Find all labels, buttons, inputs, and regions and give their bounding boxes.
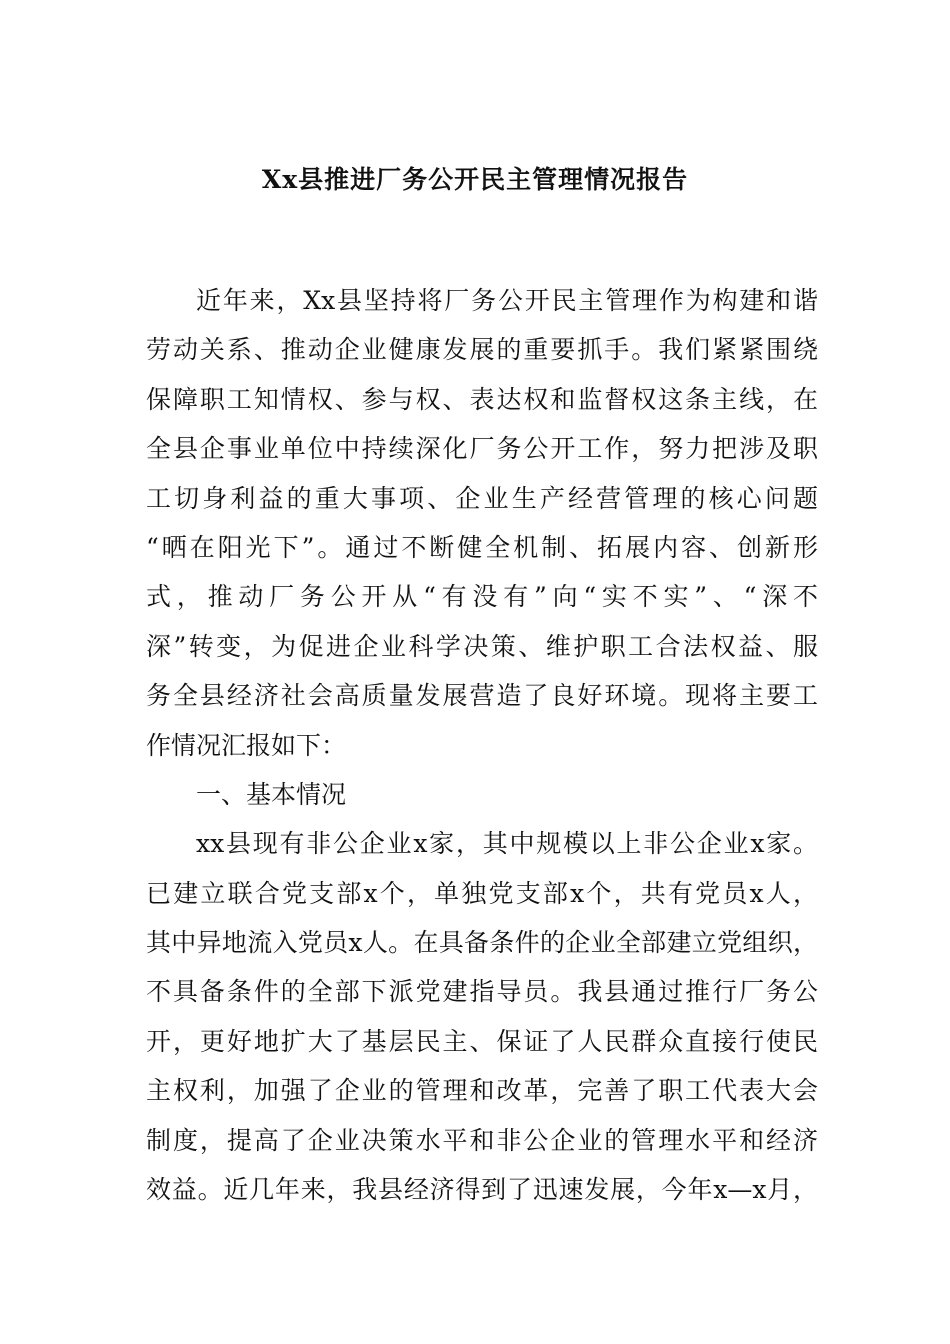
paragraph-line: 已建立联合党支部x个，单独党支部x个，共有党员x人， <box>146 878 818 908</box>
paragraph-line: 制度，提高了企业决策水平和非公企业的管理水平和经济 <box>146 1125 818 1155</box>
section-heading: 一、基本情况 <box>196 779 347 809</box>
paragraph-line: 开，更好地扩大了基层民主、保证了人民群众直接行使民 <box>146 1026 818 1056</box>
paragraph-line: 保障职工知情权、参与权、表达权和监督权这条主线，在 <box>146 384 818 414</box>
paragraph-line: 作情况汇报如下： <box>146 730 347 760</box>
paragraph-line: 劳动关系、推动企业健康发展的重要抓手。我们紧紧围绕 <box>146 335 818 365</box>
paragraph-line: 不具备条件的全部下派党建指导员。我县通过推行厂务公 <box>146 977 818 1007</box>
paragraph-line: 其中异地流入党员x人。在具备条件的企业全部建立党组织， <box>146 928 818 958</box>
paragraph-line: 工切身利益的重大事项、企业生产经营管理的核心问题 <box>146 483 818 513</box>
paragraph-line: 近年来，Xx县坚持将厂务公开民主管理作为构建和谐 <box>196 286 818 315</box>
paragraph-line: “晒在阳光下”。通过不断健全机制、拓展内容、创新形 <box>146 532 818 562</box>
paragraph-line: xx县现有非公企业x家，其中规模以上非公企业x家。 <box>196 829 818 859</box>
paragraph-line: 务全县经济社会高质量发展营造了良好环境。现将主要工 <box>146 681 818 711</box>
paragraph-line: 主权利，加强了企业的管理和改革，完善了职工代表大会 <box>146 1076 818 1106</box>
document-body <box>146 276 818 1214</box>
paragraph-line: 全县企事业单位中持续深化厂务公开工作，努力把涉及职 <box>146 434 818 464</box>
paragraph-line: 深”转变，为促进企业科学决策、维护职工合法权益、服 <box>146 631 818 661</box>
paragraph-line: 式，推动厂务公开从“有没有”向“实不实”、“深不 <box>146 582 818 612</box>
paragraph-line: 效益。近几年来，我县经济得到了迅速发展，今年x—x月， <box>146 1175 818 1205</box>
document-title: Xx县推进厂务公开民主管理情况报告 <box>261 165 689 194</box>
